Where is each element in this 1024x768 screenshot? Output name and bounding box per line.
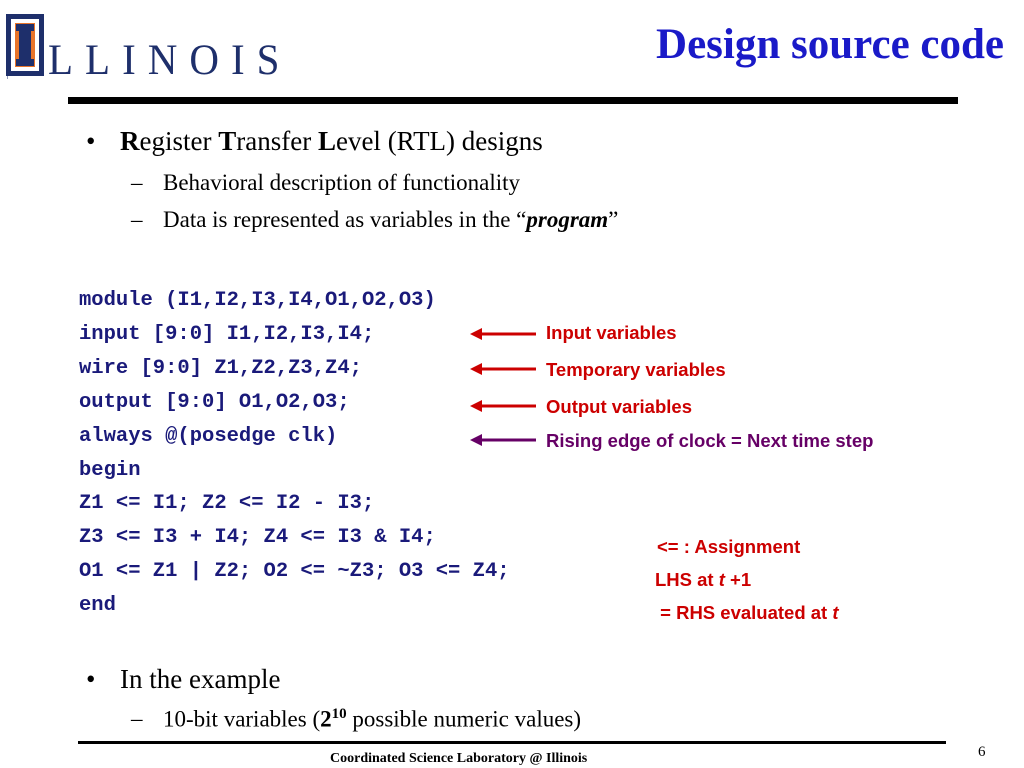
- rising-edge-label: Rising edge of clock = Next time step: [546, 430, 874, 451]
- slide-title: Design source code: [656, 21, 1004, 68]
- data-text-after: ”: [608, 207, 619, 232]
- assignment-label: <= : Assignment: [657, 536, 801, 557]
- code-line-4: output [9:0] O1,O2,O3;: [79, 391, 350, 414]
- program-emphasis: program: [526, 207, 609, 232]
- rising-edge-arrow-icon: [470, 434, 536, 446]
- input-variables-label: Input variables: [546, 322, 677, 343]
- sub-dash: –: [131, 706, 143, 731]
- output-arrow-icon: [470, 400, 536, 412]
- r-initial: R: [120, 126, 140, 156]
- code-line-1: module (I1,I2,I3,I4,O1,O2,O3): [79, 289, 436, 312]
- temporary-arrow-icon: [470, 363, 536, 375]
- bullet-example-text: In the example: [120, 664, 281, 694]
- rhs-t: t: [832, 602, 839, 623]
- code-line-7: Z1 <= I1; Z2 <= I2 - I3;: [79, 492, 375, 515]
- code-line-8: Z3 <= I3 + I4; Z4 <= I3 & I4;: [79, 526, 436, 549]
- lhs-before: LHS at: [655, 569, 719, 590]
- sub-bullet-bits-text: [163, 706, 581, 733]
- code-line-9: O1 <= Z1 | Z2; O2 <= ~Z3; O3 <= Z4;: [79, 560, 510, 583]
- sub-dash: –: [131, 170, 143, 195]
- bullet-dot: •: [86, 126, 96, 156]
- registered-mark: I: [7, 75, 9, 80]
- code-line-2: input [9:0] I1,I2,I3,I4;: [79, 323, 375, 346]
- bullet-dot: •: [86, 664, 96, 694]
- bits-exponent: 10: [331, 706, 347, 722]
- code-line-5: always @(posedge clk): [79, 425, 338, 448]
- bits-text-before: 10-bit variables (: [163, 706, 321, 732]
- bullet-rtl-text: [120, 126, 543, 157]
- rhs-label: [655, 602, 839, 624]
- temporary-variables-label: Temporary variables: [546, 359, 726, 380]
- bits-base: 2: [320, 706, 332, 732]
- data-text-before: Data is represented as variables in the “: [163, 207, 527, 232]
- code-line-3: wire [9:0] Z1,Z2,Z3,Z4;: [79, 357, 362, 380]
- code-line-6: begin: [79, 459, 141, 482]
- footer-divider: [78, 741, 946, 744]
- header-divider: [68, 97, 958, 104]
- l-rest: evel (RTL) designs: [335, 126, 543, 156]
- lhs-label: [655, 569, 751, 591]
- input-arrow-icon: [470, 328, 536, 340]
- t-rest: ransfer: [236, 126, 318, 156]
- output-variables-label: Output variables: [546, 396, 692, 417]
- lhs-after: +1: [724, 569, 752, 590]
- t-initial: T: [218, 126, 237, 156]
- bits-text-after: possible numeric values): [346, 706, 582, 732]
- sub-dash: –: [131, 207, 143, 232]
- lhs-t: t: [718, 569, 725, 590]
- slide-number: 6: [978, 744, 986, 760]
- code-line-10: end: [79, 594, 116, 617]
- sub-bullet-behavioral-text: Behavioral description of functionality: [163, 170, 521, 195]
- rhs-before: = RHS evaluated at: [655, 602, 833, 623]
- r-rest: egister: [139, 126, 219, 156]
- sub-bullet-data-text: [163, 207, 618, 233]
- l-initial: L: [317, 126, 336, 156]
- illinois-wordmark: LLINOIS: [48, 35, 292, 84]
- footer-lab-name: Coordinated Science Laboratory @ Illinois: [330, 751, 588, 766]
